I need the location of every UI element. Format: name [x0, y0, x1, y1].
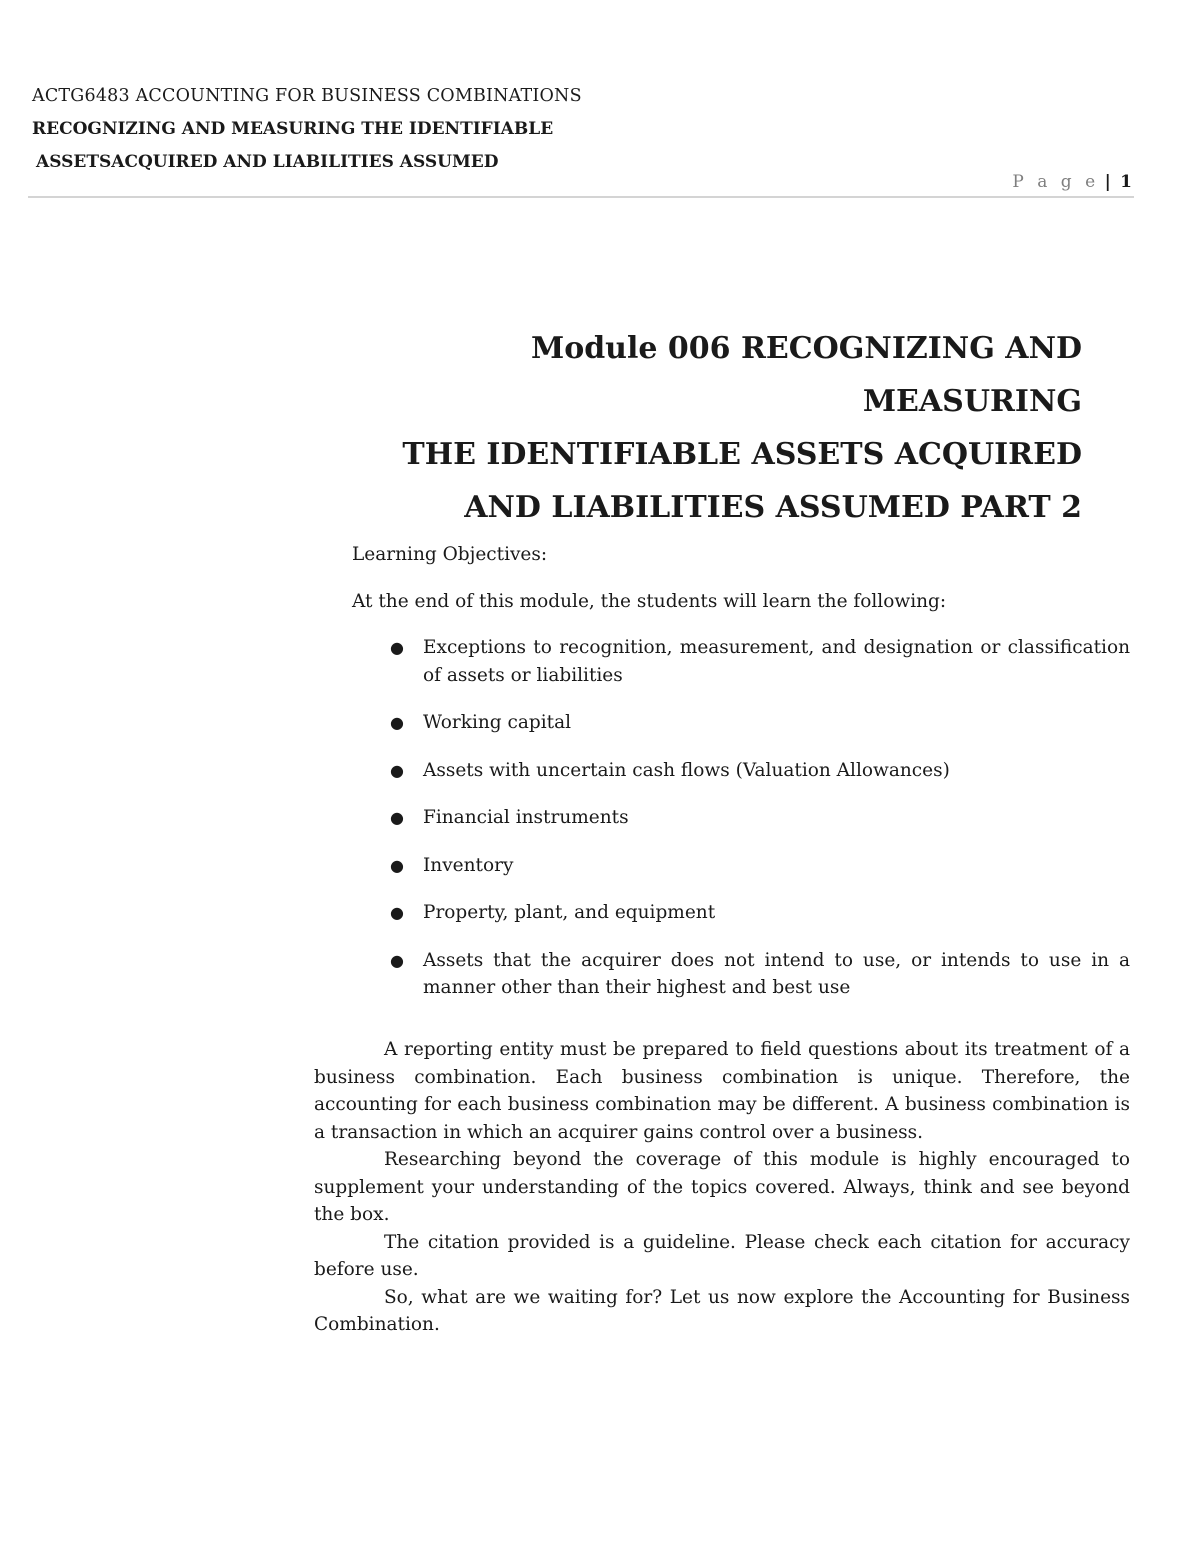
objective-text: Assets that the acquirer does not intend to use, or intends to use in a manner other than their highest and best use — [423, 949, 1130, 998]
objective-text: Inventory — [423, 854, 514, 876]
objective-item — [352, 634, 1130, 689]
bullet-icon: ● — [390, 903, 404, 922]
page-label: P a g e — [1012, 172, 1100, 192]
body-paragraph: So, what are we waiting for? Let us now explore the Accounting for Business Combination. — [314, 1286, 1130, 1335]
objectives-heading: Learning Objectives: — [352, 544, 548, 565]
module-title-line-1: Module 006 RECOGNIZING AND MEASURING — [530, 331, 1082, 419]
learning-objectives-section — [352, 540, 1130, 1022]
objective-text: Assets with uncertain cash flows (Valuation Allowances) — [423, 759, 950, 781]
body-paragraph: Researching beyond the coverage of this module is highly encouraged to supplement your understanding of the topics covered. Always, think and see beyond the box. — [314, 1149, 1130, 1225]
bullet-icon: ● — [390, 638, 404, 657]
page-number — [1012, 172, 1132, 192]
bullet-icon: ● — [390, 713, 404, 732]
objectives-intro: At the end of this module, the students will learn the following: — [352, 591, 947, 612]
objective-item — [352, 852, 1130, 880]
course-title: ACTG6483 ACCOUNTING FOR BUSINESS COMBINATIONS — [32, 86, 582, 106]
body-paragraph: The citation provided is a guideline. Please check each citation for accuracy before use. — [314, 1231, 1130, 1280]
module-title-line-2: THE IDENTIFIABLE ASSETS ACQUIRED — [402, 437, 1082, 472]
module-title — [322, 322, 1082, 534]
introduction-body — [314, 1036, 1130, 1339]
objective-text: Property, plant, and equipment — [423, 902, 716, 923]
objective-text: Financial instruments — [423, 807, 629, 828]
bullet-icon: ● — [390, 855, 404, 875]
topic-title-line-2: ASSETSACQUIRED AND LIABILITIES ASSUMED — [36, 152, 499, 172]
objective-text: Exceptions to recognition, measurement, and designation or classification of assets or liabilities — [423, 637, 1130, 686]
objective-item — [352, 899, 1130, 927]
topic-title-line-1: RECOGNIZING AND MEASURING THE IDENTIFIABLE — [32, 119, 554, 139]
document-header — [32, 80, 1132, 179]
bullet-icon: ● — [390, 950, 404, 970]
body-paragraph: A reporting entity must be prepared to field questions about its treatment of a business combination. Each business combination is unique. Therefore, the accounting for each business combination may be different. A business combination is a transaction in which an acquirer gains control over a business. — [314, 1039, 1130, 1143]
header-divider — [28, 196, 1134, 198]
objective-item — [352, 947, 1130, 1002]
objective-text: Working capital — [423, 712, 572, 733]
objective-item — [352, 709, 1130, 737]
page-separator: | — [1104, 172, 1111, 192]
bullet-icon: ● — [390, 760, 404, 780]
objective-item — [352, 804, 1130, 832]
bullet-icon: ● — [390, 808, 404, 827]
page-number-value: 1 — [1120, 172, 1132, 192]
module-title-line-3: AND LIABILITIES ASSUMED PART 2 — [464, 490, 1082, 525]
objective-item — [352, 757, 1130, 785]
objectives-list — [352, 634, 1130, 1002]
